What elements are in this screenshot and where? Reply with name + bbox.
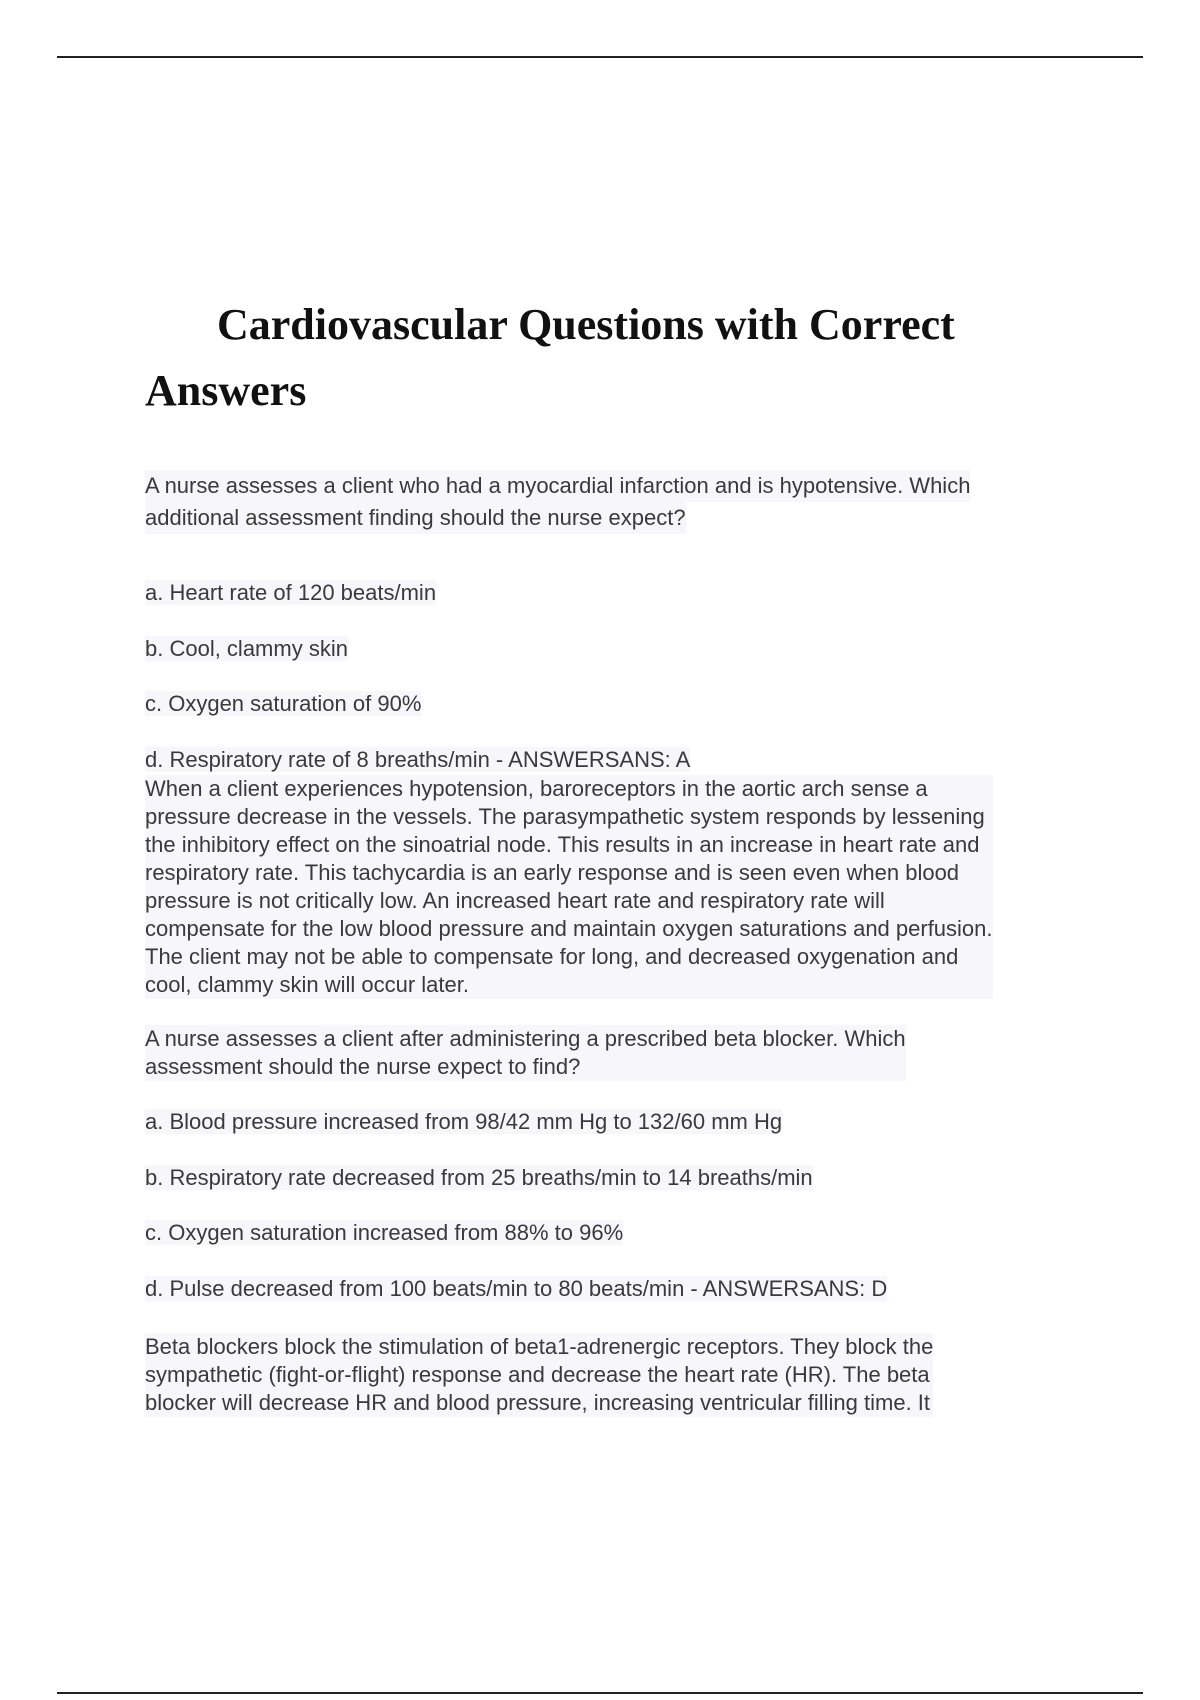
rationale-line: sympathetic (fight-or-flight) response and decrease the heart rate (HR). The beta: [145, 1362, 930, 1387]
question-2-stem: [145, 1025, 906, 1081]
question-2-option-a: [145, 1109, 782, 1135]
rationale-line: pressure decrease in the vessels. The parasympathetic system responds by lessening: [145, 804, 985, 829]
question-2-stem-line: assessment should the nurse expect to find?: [145, 1054, 581, 1079]
rationale-line: respiratory rate. This tachycardia is an early response and is seen even when blood: [145, 860, 960, 885]
document-title: Cardiovascular Questions with Correct Answers: [145, 300, 955, 415]
rationale-line: cool, clammy skin will occur later.: [145, 972, 469, 997]
rationale-line: pressure is not critically low. An increased heart rate and respiratory rate will: [145, 888, 885, 913]
page-bottom-rule: [57, 1692, 1143, 1694]
question-1-option-a: [145, 580, 436, 606]
question-2-option-d: [145, 1276, 887, 1302]
question-1-option-c: [145, 691, 421, 717]
rationale-line: the inhibitory effect on the sinoatrial node. This results in an increase in heart rate and: [145, 832, 980, 857]
question-2-stem-line: A nurse assesses a client after administering a prescribed beta blocker. Which: [145, 1026, 906, 1051]
rationale-line: Beta blockers block the stimulation of beta1-adrenergic receptors. They block the: [145, 1334, 934, 1359]
option-text: d. Pulse decreased from 100 beats/min to 80 beats/min - ANSWERSANS: D: [145, 1276, 888, 1301]
option-text: c. Oxygen saturation of 90%: [145, 691, 422, 716]
option-text: b. Cool, clammy skin: [145, 636, 348, 661]
question-1-stem-line: A nurse assesses a client who had a myocardial infarction and is hypotensive. Which: [145, 470, 970, 502]
question-1-rationale: [145, 775, 993, 999]
option-text: a. Heart rate of 120 beats/min: [145, 580, 437, 605]
question-1-stem-line: additional assessment finding should the nurse expect?: [145, 502, 686, 534]
option-text: a. Blood pressure increased from 98/42 mm Hg to 132/60 mm Hg: [145, 1109, 783, 1134]
question-1-option-b: [145, 636, 348, 662]
option-text: d. Respiratory rate of 8 breaths/min - ANSWERSANS: A: [145, 747, 691, 772]
page-top-rule: [57, 56, 1143, 58]
rationale-line: compensate for the low blood pressure and maintain oxygen saturations and perfusion.: [145, 916, 993, 941]
question-2-rationale: [145, 1333, 933, 1417]
rationale-line: blocker will decrease HR and blood pressure, increasing ventricular filling time. It: [145, 1390, 931, 1415]
option-text: b. Respiratory rate decreased from 25 breaths/min to 14 breaths/min: [145, 1165, 813, 1190]
question-1-option-d: [145, 747, 690, 773]
question-2-option-b: [145, 1165, 813, 1191]
question-1-stem: [145, 470, 970, 534]
rationale-line: The client may not be able to compensate for long, and decreased oxygenation and: [145, 944, 959, 969]
option-text: c. Oxygen saturation increased from 88% to 96%: [145, 1220, 624, 1245]
rationale-line: When a client experiences hypotension, baroreceptors in the aortic arch sense a: [145, 776, 928, 801]
question-2-option-c: [145, 1220, 623, 1246]
